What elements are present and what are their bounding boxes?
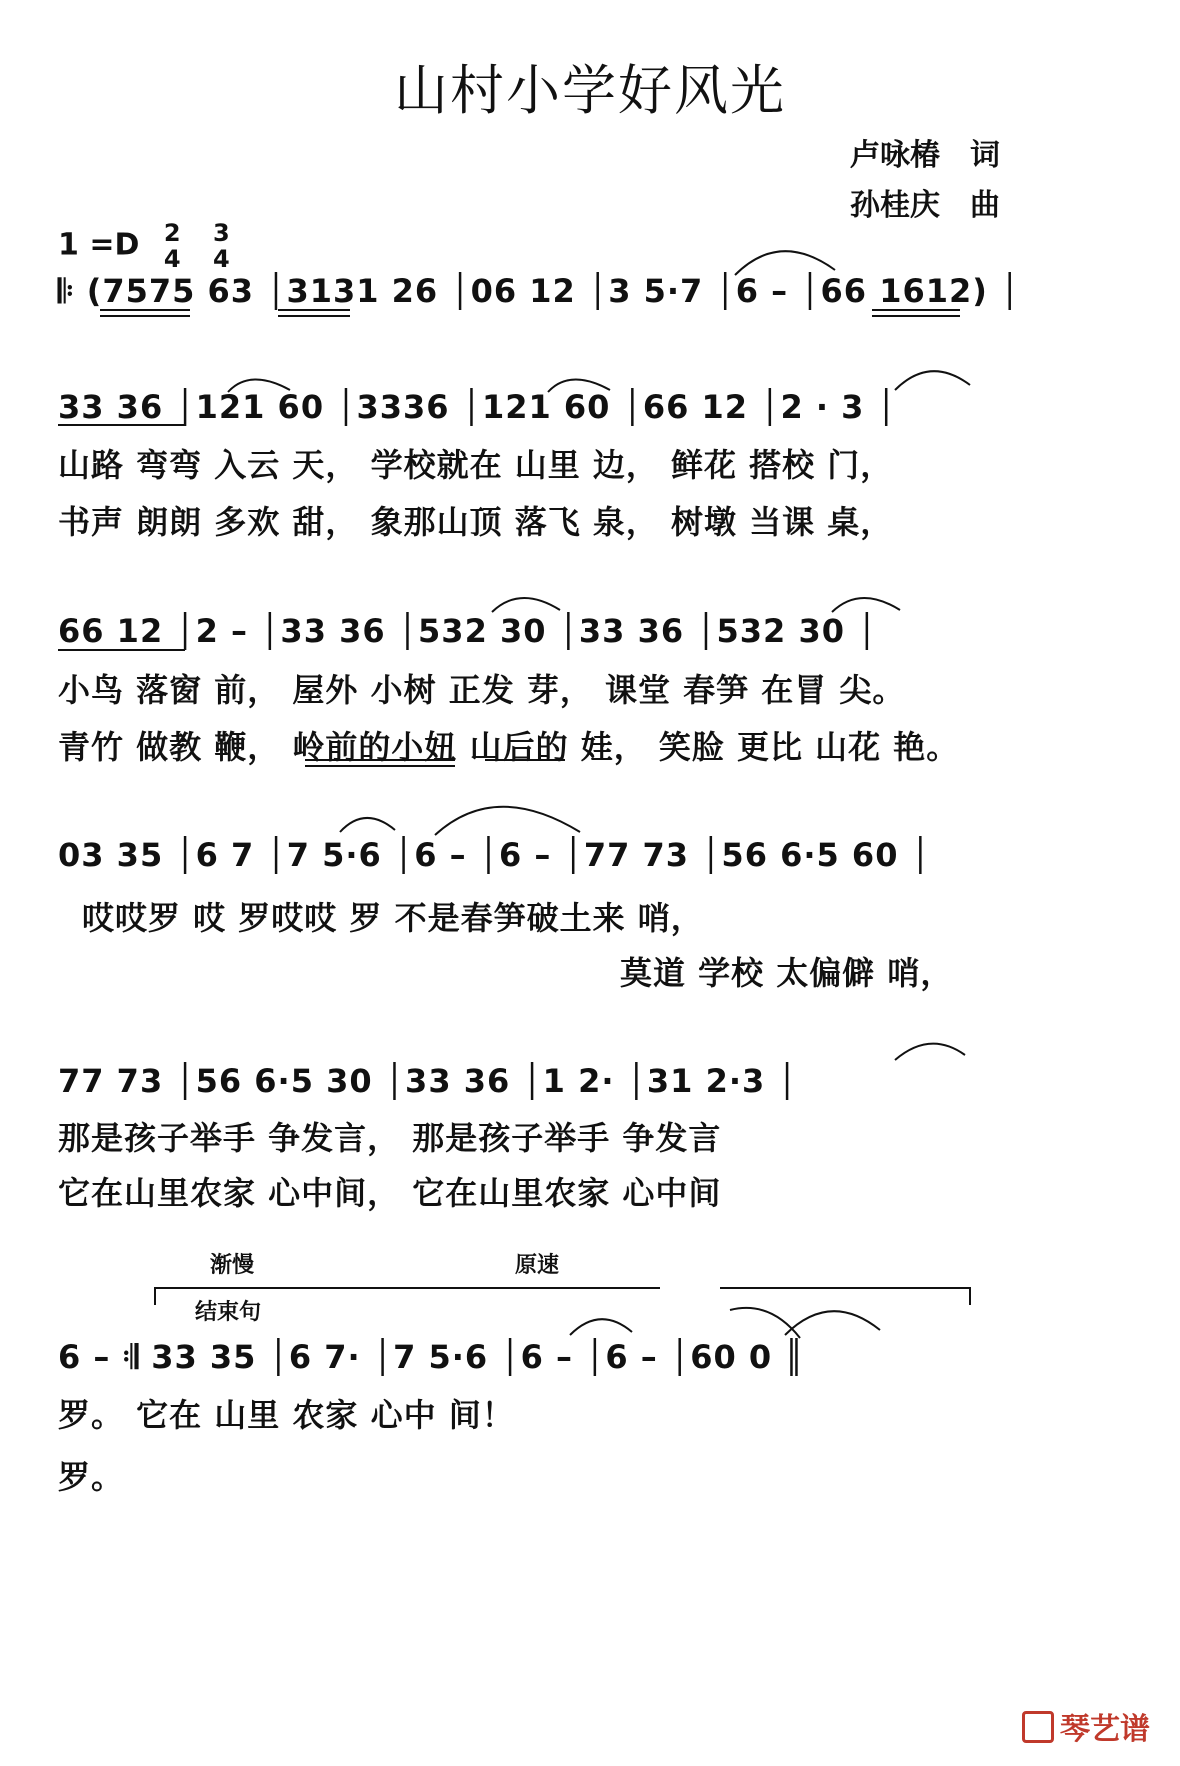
score-row-4-notes: 03 35 │6 7 │7 5·6 │6 – │6 – │77 73 │56 6·5 60 │	[58, 836, 931, 874]
score-row-5-lyrics-2: 它在山里农家 心中间， 它在山里农家 心中间	[58, 1174, 722, 1212]
score-row-1-notes: 𝄆 (7575 63 │3131 26 │06 12 │3 5·7 │6 – │66 1612) │	[58, 272, 1021, 310]
score-row-4-lyrics-2: 莫道 学校 太偏僻 哨，	[620, 954, 954, 992]
score-row-2-notes: 33 36 │121 60 │3336 │121 60 │66 12 │2 · 3 │	[58, 388, 897, 426]
score-row-6-lyrics-2: 罗。	[58, 1458, 125, 1496]
time1-top: 2	[163, 219, 181, 247]
score-row-6-notes: 6 – 𝄇 33 35 │6 7· │7 5·6 │6 – │6 – │60 0 ║	[58, 1338, 805, 1376]
score-row-3-lyrics-2: 青竹 做教 鞭， 岭前的小妞 山后的 娃， 笑脸 更比 山花 艳。	[58, 728, 960, 766]
key-tonic: 1 =D	[58, 227, 140, 263]
ending-label: 结束句	[195, 1300, 262, 1325]
tempo-slow-marking: 渐慢	[210, 1253, 255, 1278]
score-row-5-notes: 77 73 │56 6·5 30 │33 36 │1 2· │31 2·3 │	[58, 1062, 798, 1100]
time2-bottom: 4	[212, 245, 230, 273]
time2-top: 3	[212, 219, 230, 247]
page-title: 山村小学好风光	[394, 59, 786, 122]
composer-credit: 孙桂庆 曲	[850, 188, 1000, 223]
score-row-4-lyrics-1: 哎哎罗 哎 罗哎哎 罗 不是春笋破土来 哨，	[82, 899, 704, 937]
watermark-text: 琴艺谱	[1060, 1712, 1150, 1747]
tempo-normal-marking: 原速	[515, 1253, 560, 1278]
score-row-5-lyrics-1: 那是孩子举手 争发言， 那是孩子举手 争发言	[58, 1119, 722, 1157]
score-row-2-lyrics-2: 书声 朗朗 多欢 甜， 象那山顶 落飞 泉， 树墩 当课 桌，	[58, 503, 894, 541]
watermark	[1022, 1704, 1150, 1748]
time1-bottom: 4	[163, 245, 181, 273]
lyricist-credit: 卢咏椿 词	[850, 138, 1000, 173]
logo-icon	[1022, 1711, 1054, 1743]
score-row-3-lyrics-1: 小鸟 落窗 前， 屋外 小树 正发 芽， 课堂 春笋 在冒 尖。	[58, 671, 906, 709]
score-row-6-lyrics-1: 罗。 它在 山里 农家 心中 间！	[58, 1396, 515, 1434]
score-row-2-lyrics-1: 山路 弯弯 入云 天， 学校就在 山里 边， 鲜花 搭校 门，	[58, 446, 894, 484]
score-row-3-notes: 66 12 │2 – │33 36 │532 30 │33 36 │532 30 │	[58, 612, 878, 650]
